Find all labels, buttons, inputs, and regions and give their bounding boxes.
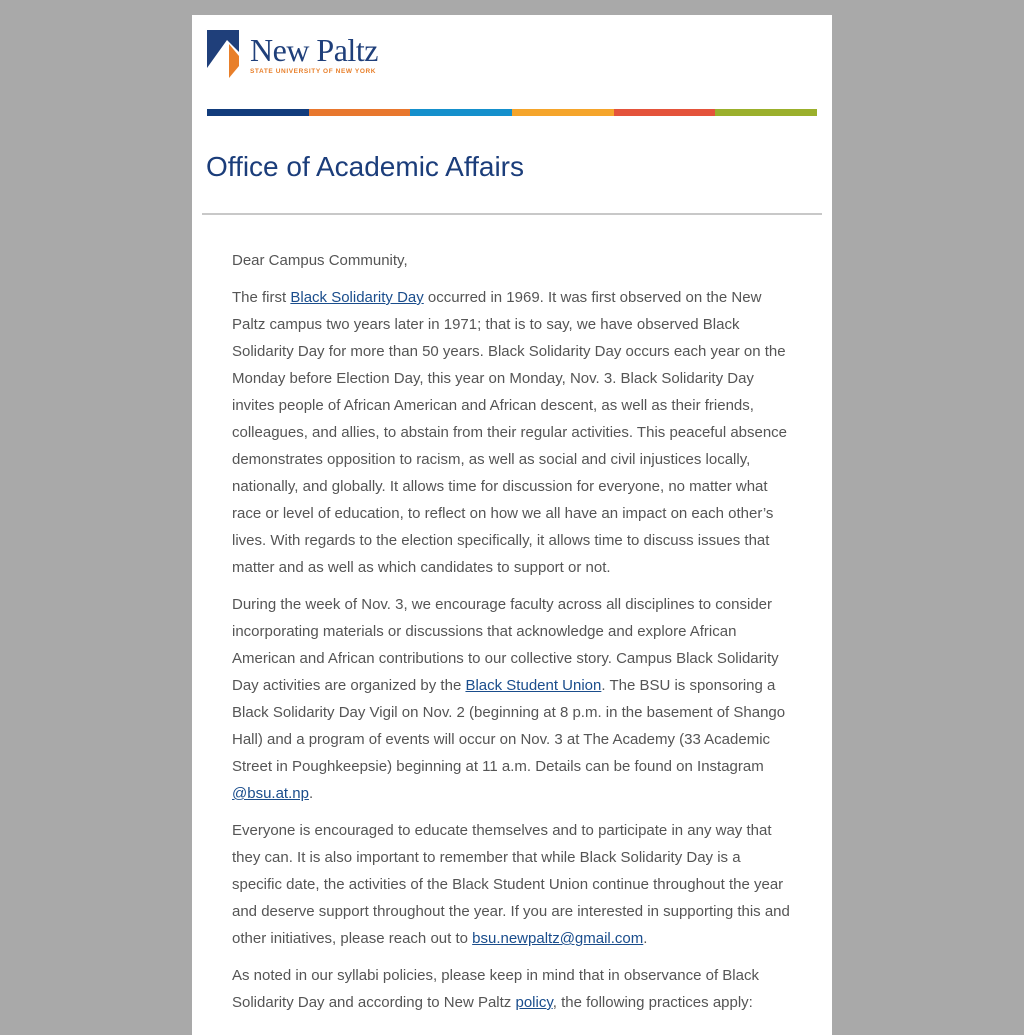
stripe-segment (207, 109, 309, 116)
text: . (308, 785, 314, 802)
new-paltz-logo[interactable] (207, 30, 387, 80)
message-body (232, 247, 794, 1026)
color-stripe (207, 109, 817, 116)
paragraph-4 (232, 962, 794, 1016)
greeting: Dear Campus Community, (232, 252, 408, 269)
divider (202, 213, 822, 215)
policy-link[interactable]: policy (515, 994, 553, 1011)
text: During the week of Nov. 3, we encourage faculty across all disciplines to consider incorporating materials or discussions that acknowledge and explore African American and African contributions to our collective story. Campus Black Solidarity Day activities are organized by the (232, 596, 779, 694)
instagram-link[interactable]: @bsu.at.np (232, 785, 309, 802)
text: Everyone is encouraged to educate themselves and to participate in any way that they can. It is also important to remember that while Black Solidarity Day is a specific date, the activities of the Black Student Union continue throughout the year and deserve support throughout the year. If you are interested in supporting this and other initiatives, please reach out to (232, 822, 790, 947)
page-title: Office of Academic Affairs (206, 151, 525, 182)
stripe-segment (410, 109, 512, 116)
text: . (643, 930, 648, 947)
stripe-segment (309, 109, 411, 116)
email-link[interactable]: bsu.newpaltz@gmail.com (472, 930, 644, 947)
black-student-union-link[interactable]: Black Student Union (465, 677, 602, 694)
text: The first (232, 289, 291, 306)
logo-name: New Paltz (250, 32, 378, 68)
text: . The BSU is sponsoring a Black Solidarity Day Vigil on Nov. 2 (beginning at 8 p.m. in the basement of Shango Hall) and a program of events will occur on Nov. 3 at The Academy (33 Academic Street in Poughkeepsie) beginning at 11 a.m. Details can be found on Instagram (232, 677, 786, 775)
stripe-segment (512, 109, 614, 116)
text: As noted in our syllabi policies, please keep in mind that in observance of Black Solidarity Day and according to New Paltz (232, 967, 759, 1011)
paragraph-3 (232, 817, 794, 952)
email-card (192, 15, 832, 1035)
logo-mark-icon (207, 30, 241, 80)
text: occurred in 1969. It was first observed on the New Paltz campus two years later in 1971; that is to say, we have observed Black Solidarity Day for more than 50 years. Black Solidarity Day occurs each year on the Monday before Election Day, this year on Monday, Nov. 3. Black Solidarity Day invites people of African American and African descent, as well as their friends, colleagues, and allies, to abstain from their regular activities. This peaceful absence demonstrates opposition to racism, as well as social and civil injustices locally, nationally, and globally. It allows time for discussion for everyone, no matter what race or level of education, to reflect on how we all have an impact on each other’s lives. With regards to the election specifically, it allows time to discuss issues that matter and as well as which candidates to support or not. (232, 289, 788, 576)
stripe-segment (715, 109, 817, 116)
logo-subtitle: STATE UNIVERSITY OF NEW YORK (250, 68, 377, 75)
stripe-segment (614, 109, 716, 116)
black-solidarity-day-link[interactable]: Black Solidarity Day (290, 289, 424, 306)
paragraph-1 (232, 284, 794, 581)
paragraph-2 (232, 591, 794, 807)
text: , the following practices apply: (552, 994, 753, 1011)
